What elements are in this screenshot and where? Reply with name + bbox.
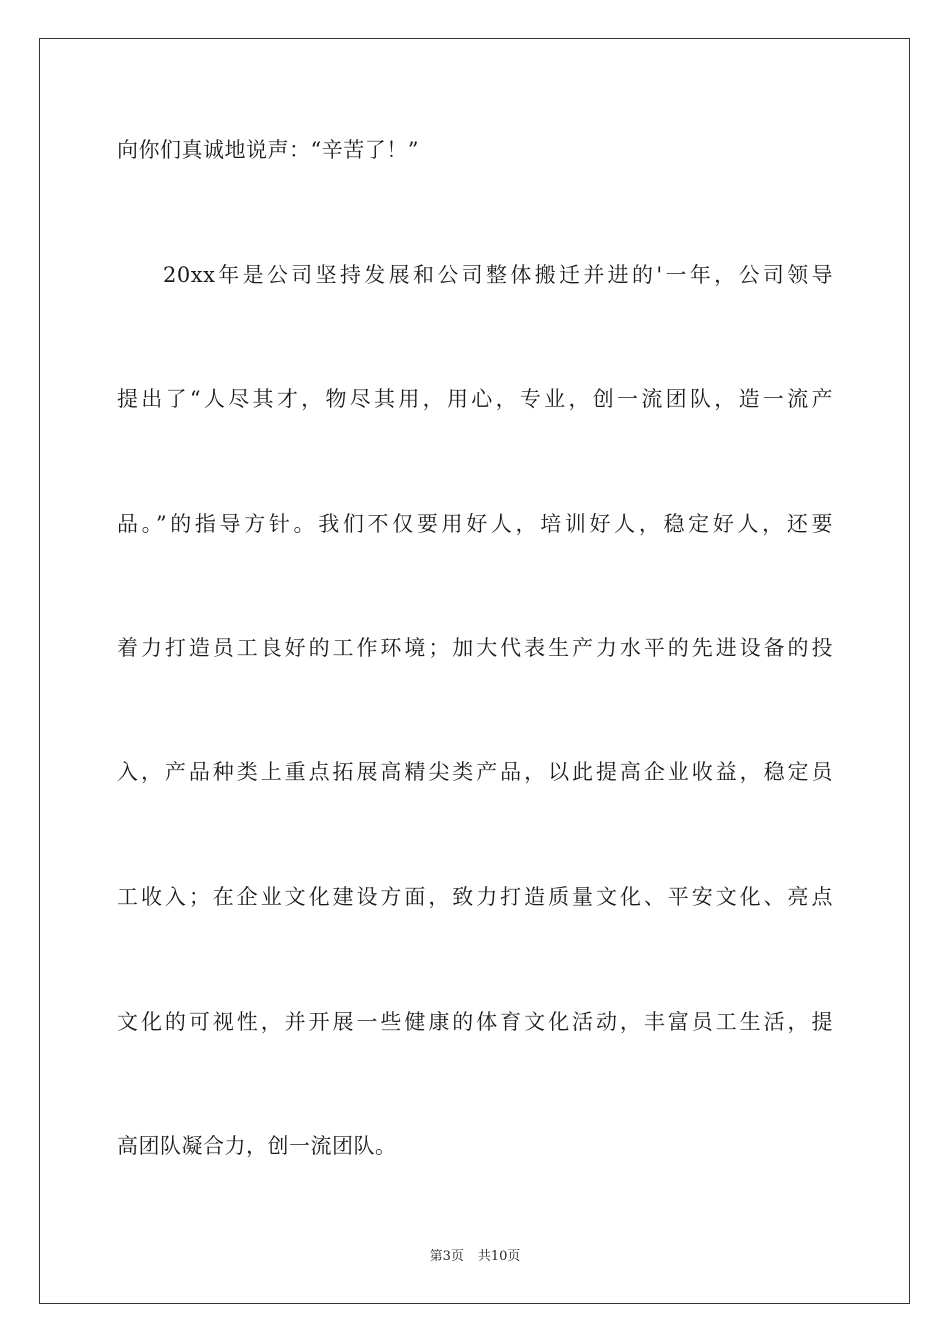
text-line-2: 20xx年是公司坚持发展和公司整体搬迁并进的'一年，公司领导 (163, 263, 833, 287)
text-line-6: 入，产品种类上重点拓展高精尖类产品，以此提高企业收益，稳定员 (117, 760, 833, 784)
text-line-4: 品。”的指导方针。我们不仅要用好人，培训好人，稳定好人，还要 (117, 512, 833, 536)
text-line-3: 提出了“人尽其才，物尽其用，用心，专业，创一流团队，造一流产 (117, 387, 833, 411)
page-footer (0, 1248, 950, 1266)
text-line-9: 高团队凝合力，创一流团队。 (117, 1134, 397, 1158)
text-line-7: 工收入；在企业文化建设方面，致力打造质量文化、平安文化、亮点 (117, 885, 833, 909)
page-total: 共10页 (477, 1249, 521, 1264)
page-border (39, 38, 910, 1304)
text-line-5: 着力打造员工良好的工作环境；加大代表生产力水平的先进设备的投 (117, 636, 833, 660)
text-line-8: 文化的可视性，并开展一些健康的体育文化活动，丰富员工生活，提 (117, 1010, 833, 1034)
page-number: 第3页 (429, 1249, 464, 1264)
text-line-1: 向你们真诚地说声：“辛苦了！” (117, 138, 419, 162)
